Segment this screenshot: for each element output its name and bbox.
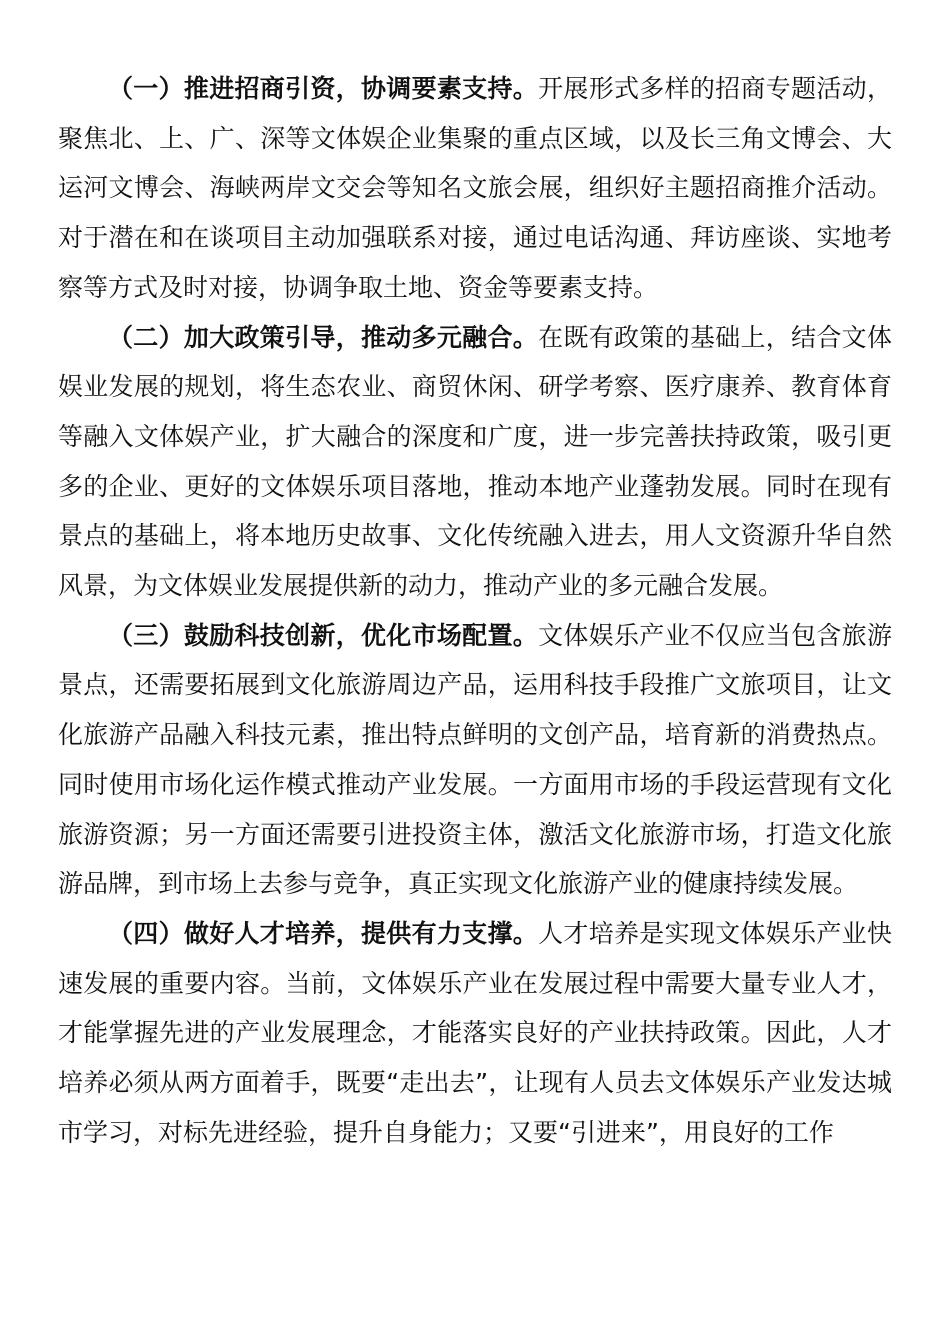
paragraph-1-text: 开展形式多样的招商专题活动，聚焦北、上、广、深等文体娱企业集聚的重点区域，以及长三角文博会、大运河文博会、海峡两岸文交会等知名文旅会展，组织好主题招商推介活动。对于潜在和在谈项目主动加强联系对接，通过电话沟通、拜访座谈、实地考察等方式及时对接，协调争取土地、资金等要素支持。 <box>58 74 892 302</box>
paragraph-1-heading: （一）推进招商引资，协调要素支持。 <box>108 74 539 103</box>
paragraph-1 <box>58 64 892 313</box>
paragraph-3-text: 文体娱乐产业不仅应当包含旅游景点，还需要拓展到文化旅游周边产品，运用科技手段推广文旅项目，让文化旅游产品融入科技元素，推出特点鲜明的文创产品，培育新的消费热点。同时使用市场化运作模式推动产业发展。一方面用市场的手段运营现有文化旅游资源；另一方面还需要引进投资主体，激活文化旅游市场，打造文化旅游品牌，到市场上去参与竞争，真正实现文化旅游产业的健康持续发展。 <box>58 620 892 899</box>
paragraph-2 <box>58 313 892 611</box>
paragraph-4-heading: （四）做好人才培养，提供有力支撑。 <box>108 918 539 948</box>
paragraph-2-heading: （二）加大政策引导，推动多元融合。 <box>108 322 539 352</box>
paragraph-2-text: 在既有政策的基础上，结合文体娱业发展的规划，将生态农业、商贸休闲、研学考察、医疗康养、教育体育等融入文体娱产业，扩大融合的深度和广度，进一步完善扶持政策，吸引更多的企业、更好的文体娱乐项目落地，推动本地产业蓬勃发展。同时在现有景点的基础上，将本地历史故事、文化传统融入进去，用人文资源升华自然风景，为文体娱业发展提供新的动力，推动产业的多元融合发展。 <box>58 322 892 601</box>
paragraph-4 <box>58 909 892 1158</box>
paragraph-3-heading: （三）鼓励科技创新，优化市场配置。 <box>108 620 539 650</box>
document-body <box>58 64 892 1157</box>
paragraph-4-text: 人才培养是实现文体娱乐产业快速发展的重要内容。当前，文体娱乐产业在发展过程中需要大量专业人才，才能掌握先进的产业发展理念，才能落实良好的产业扶持政策。因此，人才培养必须从两方面着手，既要“走出去”，让现有人员去文体娱乐产业发达城市学习，对标先进经验，提升自身能力；又要“引进来”，用良好的工作 <box>58 918 892 1147</box>
paragraph-3 <box>58 611 892 909</box>
